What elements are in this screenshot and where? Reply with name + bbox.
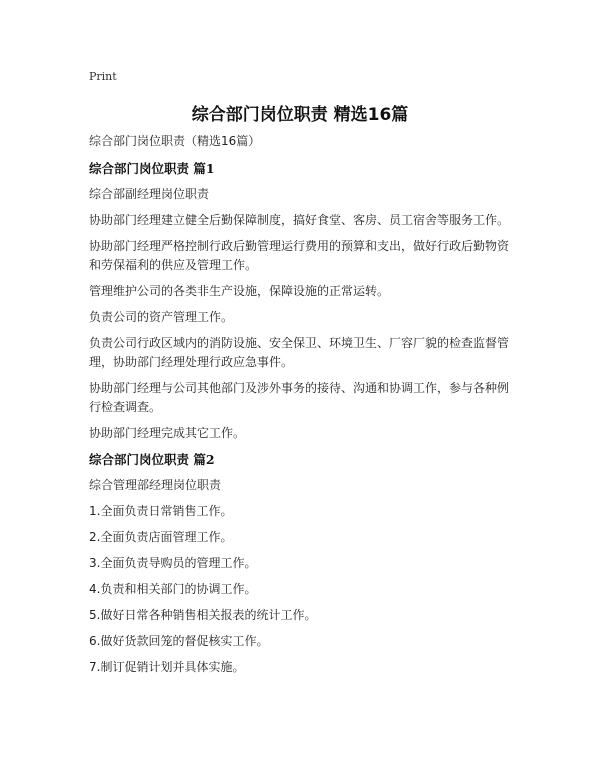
paragraph: 协助部门经理严格控制行政后勤管理运行费用的预算和支出，做好行政后勤物资和劳保福利的供应及管理工作。: [89, 239, 510, 272]
list-item: 7.制订促销计划并具体实施。: [89, 660, 245, 674]
paragraph: 协助部门经理建立健全后勤保障制度，搞好食堂、客房、员工宿舍等服务工作。: [89, 213, 510, 227]
paragraph: 协助部门经理完成其它工作。: [89, 426, 246, 440]
intro-paragraph: 综合部门岗位职责（精选16篇）: [89, 134, 261, 148]
paragraph: 综合部副经理岗位职责: [89, 187, 210, 201]
section-heading-1: 综合部门岗位职责 篇1: [89, 161, 215, 176]
paragraph: 协助部门经理与公司其他部门及涉外事务的接待、沟通和协调工作，参与各种例行检查调查。: [89, 381, 510, 414]
list-item: 1.全面负责日常销售工作。: [89, 504, 233, 518]
paragraph: 负责公司行政区域内的消防设施、安全保卫、环境卫生、厂容厂貌的检查监督管理，协助部门经理处理行政应急事件。: [89, 336, 510, 369]
paragraph: 负责公司的资产管理工作。: [89, 310, 234, 324]
list-item: 6.做好货款回笼的督促核实工作。: [89, 634, 269, 648]
paragraph: 管理维护公司的各类非生产设施，保障设施的正常运转。: [89, 284, 390, 298]
document-body: [89, 132, 519, 684]
document-title: 综合部门岗位职责 精选16篇: [191, 105, 409, 125]
list-item: 3.全面负责导购员的管理工作。: [89, 556, 257, 570]
list-item: 2.全面负责店面管理工作。: [89, 530, 233, 544]
section-heading-2: 综合部门岗位职责 篇2: [89, 452, 215, 467]
list-item: 4.负责和相关部门的协调工作。: [89, 582, 257, 596]
list-item: 5.做好日常各种销售相关报表的统计工作。: [89, 608, 317, 622]
print-label: Print: [89, 70, 117, 83]
paragraph: 综合管理部经理岗位职责: [89, 478, 222, 492]
